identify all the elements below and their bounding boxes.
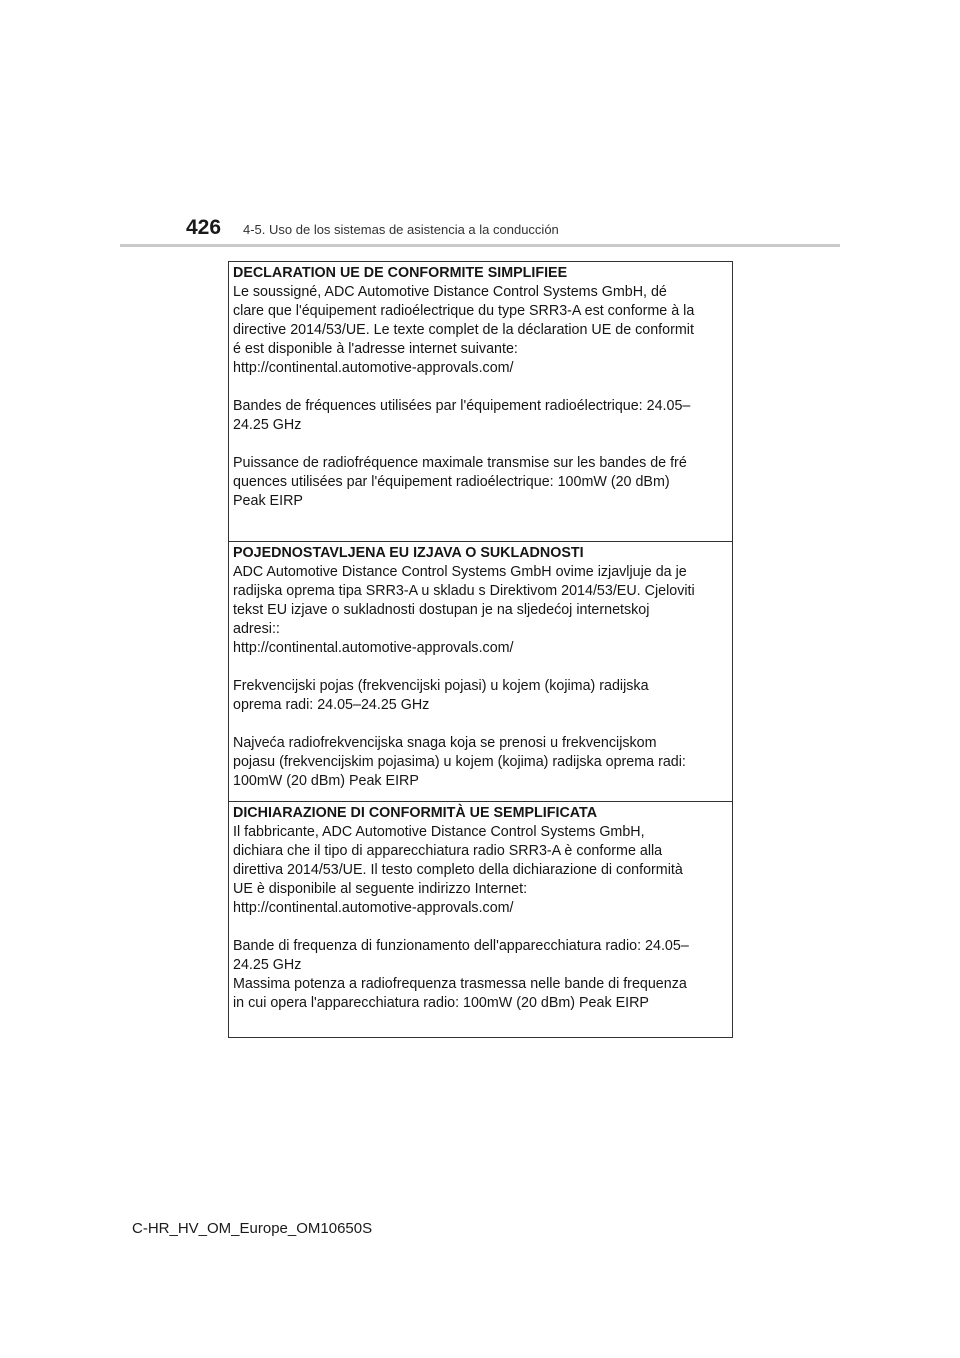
declaration-heading: POJEDNOSTAVLJENA EU IZJAVA O SUKLADNOSTI bbox=[233, 545, 584, 561]
declaration-text-line: ADC Automotive Distance Control Systems GmbH ovime izjavljuje da je bbox=[233, 564, 687, 580]
paragraph-spacer bbox=[233, 658, 732, 677]
declaration-text-line: dichiara che il tipo di apparecchiatura radio SRR3-A è conforme alla bbox=[233, 843, 663, 859]
declaration-french bbox=[229, 261, 732, 540]
declaration-text-line: pojasu (frekvencijskim pojasima) u kojem (kojima) radijska oprema radi: bbox=[233, 754, 686, 770]
declaration-text-line: Il fabbricante, ADC Automotive Distance Control Systems GmbH, bbox=[233, 824, 645, 840]
declaration-text-line: clare que l'équipement radioélectrique du type SRR3-A est conforme à la bbox=[233, 303, 695, 319]
declaration-text-line: quences utilisées par l'équipement radioélectrique: 100mW (20 dBm) bbox=[233, 474, 670, 490]
paragraph-spacer bbox=[233, 918, 732, 937]
declaration-text-line: Le soussigné, ADC Automotive Distance Control Systems GmbH, dé bbox=[233, 284, 667, 300]
declaration-text-line: oprema radi: 24.05–24.25 GHz bbox=[233, 697, 430, 713]
conformity-declarations-scan bbox=[228, 261, 733, 1038]
paragraph-spacer bbox=[233, 435, 732, 454]
declaration-text-line: http://continental.automotive-approvals.com/ bbox=[233, 640, 514, 656]
declaration-text-line: é est disponible à l'adresse internet suivante: bbox=[233, 341, 518, 357]
declaration-text-line: in cui opera l'apparecchiatura radio: 100mW (20 dBm) Peak EIRP bbox=[233, 995, 649, 1011]
declaration-heading: DECLARATION UE DE CONFORMITE SIMPLIFIEE bbox=[233, 265, 568, 281]
declaration-text-line: Peak EIRP bbox=[233, 493, 303, 509]
declaration-heading: DICHIARAZIONE DI CONFORMITÀ UE SEMPLIFICATA bbox=[233, 805, 598, 821]
declaration-text-line: Puissance de radiofréquence maximale transmise sur les bandes de fré bbox=[233, 455, 687, 471]
section-title: 4-5. Uso de los sistemas de asistencia a la conducción bbox=[243, 222, 559, 237]
declaration-text-line: 100mW (20 dBm) Peak EIRP bbox=[233, 773, 419, 789]
declaration-text-line: http://continental.automotive-approvals.com/ bbox=[233, 900, 514, 916]
page-number: 426 bbox=[186, 216, 222, 239]
document-code: C-HR_HV_OM_Europe_OM10650S bbox=[132, 1220, 373, 1237]
declaration-text-line: UE è disponibile al seguente indirizzo Internet: bbox=[233, 881, 528, 897]
declaration-text-line: Frekvencijski pojas (frekvencijski pojasi) u kojem (kojima) radijska bbox=[233, 678, 649, 694]
declaration-text-line: direttiva 2014/53/UE. Il testo completo della dichiarazione di conformità bbox=[233, 862, 683, 878]
declaration-croatian bbox=[229, 541, 732, 800]
declaration-text-line: tekst EU izjave o sukladnosti dostupan je na sljedećoj internetskoj bbox=[233, 602, 650, 618]
declaration-text-line: directive 2014/53/UE. Le texte complet de la déclaration UE de conformit bbox=[233, 322, 694, 338]
declaration-text-line: Bande di frequenza di funzionamento dell'apparecchiatura radio: 24.05– bbox=[233, 938, 689, 954]
declaration-text-line: Bandes de fréquences utilisées par l'équipement radioélectrique: 24.05– bbox=[233, 398, 691, 414]
declaration-text-line: http://continental.automotive-approvals.com/ bbox=[233, 360, 514, 376]
declaration-text-line: Najveća radiofrekvencijska snaga koja se prenosi u frekvencijskom bbox=[233, 735, 657, 751]
declaration-italian bbox=[229, 801, 732, 1037]
declaration-text-line: 24.25 GHz bbox=[233, 957, 302, 973]
header-divider bbox=[120, 244, 840, 247]
paragraph-spacer bbox=[233, 378, 732, 397]
declaration-text-line: radijska oprema tipa SRR3-A u skladu s Direktivom 2014/53/EU. Cjeloviti bbox=[233, 583, 695, 599]
paragraph-spacer bbox=[233, 715, 732, 734]
declaration-text-line: adresi:: bbox=[233, 621, 280, 637]
declaration-text-line: Massima potenza a radiofrequenza trasmessa nelle bande di frequenza bbox=[233, 976, 687, 992]
declaration-text-line: 24.25 GHz bbox=[233, 417, 302, 433]
